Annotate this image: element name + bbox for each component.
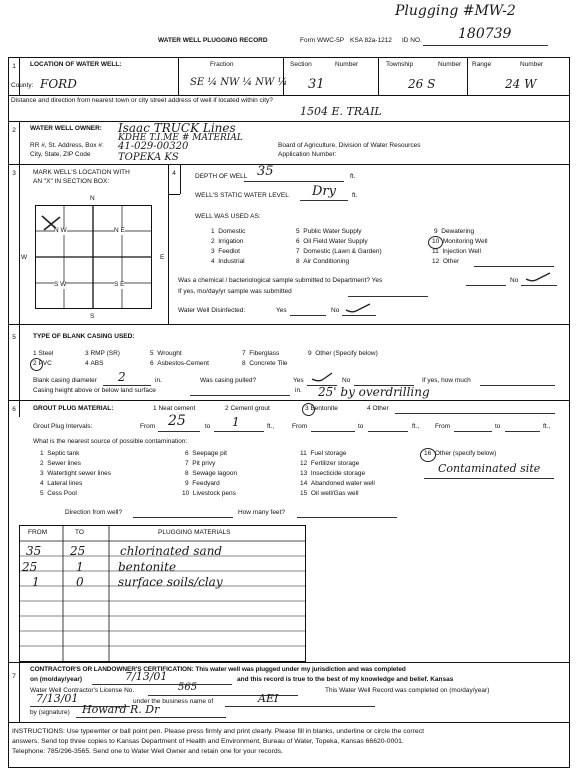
- mark-location-label-1: MARK WELL'S LOCATION WITH: [33, 169, 130, 176]
- compass-w: W: [21, 254, 28, 261]
- table-row-2-material[interactable]: bentonite: [118, 560, 177, 574]
- source-3[interactable]: 3 Watertight sewer lines: [40, 470, 111, 477]
- source-10[interactable]: 10 Livestock pens: [182, 490, 236, 497]
- height-in: in.: [295, 387, 302, 394]
- source-7[interactable]: 7 Pit privy: [185, 460, 216, 467]
- use-3[interactable]: 3 Feedlot: [211, 248, 240, 255]
- grout-option-1[interactable]: 1 Neat cement: [153, 405, 196, 412]
- quad-se: S E: [114, 281, 125, 288]
- interval-ft-2: ft.,: [412, 423, 420, 430]
- section-5-number: 5: [12, 334, 16, 341]
- signature-label: by (signature): [30, 709, 70, 716]
- how-many-feet-label: How many feet?: [238, 509, 285, 516]
- pulled-no[interactable]: No: [342, 377, 351, 384]
- interval-to-label: to: [205, 423, 211, 430]
- instructions-line-1: INSTRUCTIONS: Use typewriter or ball point pen. Please press firmly and print clearly. Please fill in blanks, underline or circle the correct: [12, 728, 424, 735]
- casing-type-1[interactable]: 1 Steel: [33, 350, 54, 357]
- source-4[interactable]: 4 Lateral lines: [40, 480, 83, 487]
- use-5[interactable]: 5 Public Water Supply: [296, 228, 362, 235]
- disinfected-no[interactable]: No: [331, 307, 340, 314]
- board-label: Board of Agriculture, Division of Water Resources: [278, 142, 421, 149]
- use-12[interactable]: 12 Other: [432, 258, 460, 265]
- form-number: Form WWC-5P: [300, 37, 345, 44]
- section-number-label: Number: [335, 61, 359, 68]
- section-4-number: 4: [172, 170, 176, 177]
- chem-question: Was a chemical / bacteriological sample submitted to Department? Yes: [178, 277, 383, 284]
- grout-bentonite-circle-icon: [302, 403, 315, 416]
- source-5[interactable]: 5 Cess Pool: [40, 490, 77, 497]
- fraction-label: Fraction: [210, 61, 234, 68]
- quad-sw: S W: [54, 281, 67, 288]
- other-source-value[interactable]: Contaminated site: [438, 462, 541, 475]
- table-row-3-to[interactable]: 0: [76, 575, 84, 589]
- section-2-number: 2: [12, 127, 16, 134]
- signature-value[interactable]: Howard R. Dr: [82, 703, 160, 716]
- location-label: LOCATION OF WATER WELL:: [30, 61, 122, 68]
- disinfected-label: Water Well Disinfected:: [178, 307, 246, 314]
- owner-line2[interactable]: KDHE T.I.ME # MATERIAL: [118, 133, 243, 143]
- township-number-label: Number: [438, 61, 462, 68]
- pulled-yes[interactable]: Yes: [293, 377, 304, 384]
- range-label: Range: [472, 61, 492, 68]
- instructions-line-3: Telephone: 785/296-3565. Send one to Water Well Owner and retain one for your records.: [12, 748, 283, 755]
- casing-pvc-circle-icon: [30, 358, 43, 371]
- diameter-in: in.: [155, 377, 162, 384]
- disinfected-yes[interactable]: Yes: [276, 307, 287, 314]
- id-label: ID NO.: [402, 37, 422, 44]
- interval-to-value[interactable]: 1: [232, 415, 240, 429]
- use-1[interactable]: 1 Domestic: [211, 228, 246, 235]
- quad-nw: N W: [54, 227, 67, 234]
- section-3-number: 3: [12, 170, 16, 177]
- compass-n: N: [90, 195, 95, 202]
- range-value[interactable]: 24 W: [505, 77, 537, 91]
- fraction-value[interactable]: SE ¼ NW ¼ NW ¼: [190, 77, 288, 88]
- interval-to-label-3: to: [495, 423, 501, 430]
- source-16-circle-icon: [420, 448, 436, 462]
- license-value[interactable]: 565: [178, 682, 198, 693]
- source-12[interactable]: 12 Fertilizer storage: [300, 460, 360, 467]
- quad-ne: N E: [114, 227, 125, 234]
- pulled-label: Was casing pulled?: [200, 377, 257, 384]
- compass-e: E: [160, 254, 165, 261]
- check-mark-icon: [344, 302, 372, 314]
- owner-line1[interactable]: Isaac TRUCK Lines: [118, 121, 236, 135]
- grout-option-2[interactable]: 2 Cement grout: [225, 405, 270, 412]
- township-label: Township: [386, 61, 414, 68]
- interval-ft-1: ft.,: [267, 423, 275, 430]
- casing-type-4[interactable]: 4 ABS: [85, 360, 104, 367]
- section-1-number: 1: [12, 63, 16, 70]
- source-6[interactable]: 6 Seepage pit: [185, 450, 227, 457]
- casing-type-2[interactable]: 2 PVC: [33, 360, 52, 367]
- address-value[interactable]: 41-029-00320: [118, 141, 189, 152]
- height-label: Casing height above or below land surface: [33, 387, 156, 394]
- record-completed-label: This Water Well Record was completed on (mo/day/year): [325, 687, 490, 694]
- casing-type-7[interactable]: 7 Fiberglass: [242, 350, 280, 357]
- source-question: What is the nearest source of possible contamination:: [33, 438, 188, 445]
- table-header-to: TO: [75, 529, 84, 536]
- section-label: Section: [290, 61, 312, 68]
- use-10[interactable]: 10 Monitoring Well: [432, 238, 488, 245]
- diameter-label: Blank casing diameter: [33, 377, 97, 384]
- handwritten-note: Plugging #MW-2: [395, 3, 516, 19]
- intervals-label: Grout Plug Intervals:: [33, 423, 93, 430]
- range-number-label: Number: [520, 61, 544, 68]
- form-title: WATER WELL PLUGGING RECORD: [158, 37, 268, 44]
- county-value[interactable]: FORD: [40, 77, 77, 91]
- source-2[interactable]: 2 Sewer lines: [40, 460, 81, 467]
- source-11[interactable]: 11 Fuel storage: [300, 450, 347, 457]
- cert-date[interactable]: 7/13/01: [125, 670, 168, 683]
- check-mark-icon: [310, 371, 334, 383]
- table-row-1-from[interactable]: 35: [26, 544, 42, 558]
- depth-value[interactable]: 35: [257, 164, 274, 179]
- table-row-2-from[interactable]: 25: [22, 560, 38, 574]
- table-header-from: FROM: [28, 529, 48, 536]
- chem-no-label: No: [510, 277, 519, 284]
- table-header-materials: PLUGGING MATERIALS: [158, 529, 231, 536]
- table-row-3-from[interactable]: 1: [32, 575, 40, 589]
- casing-type-5[interactable]: 5 Wrought: [150, 350, 182, 357]
- county-label: County:: [11, 82, 34, 89]
- source-8[interactable]: 8 Sewage lagoon: [185, 470, 238, 477]
- instructions-line-2: answers. Send top three copies to Kansas Department of Health and Environment, Bureau of Water, Topeka, Kansas 66620-0001.: [12, 738, 404, 745]
- distance-value[interactable]: 1504 E. TRAIL: [300, 105, 382, 118]
- use-7[interactable]: 7 Domestic (Lawn & Garden): [296, 248, 382, 255]
- section-6-number: 6: [12, 406, 16, 413]
- casing-type-9[interactable]: 9 Other (Specify below): [308, 350, 378, 357]
- interval-from-label-2: From: [292, 423, 308, 430]
- height-value[interactable]: 25' by overdrilling: [318, 385, 430, 399]
- source-14[interactable]: 14 Abandoned water well: [300, 480, 375, 487]
- casing-type-6[interactable]: 6 Asbestos-Cement: [150, 360, 209, 367]
- application-label: Application Number:: [278, 151, 337, 158]
- source-16[interactable]: 16 Other (specify below): [424, 450, 497, 457]
- use-4[interactable]: 4 Industrial: [211, 258, 245, 265]
- direction-label: Direction from well?: [65, 509, 123, 516]
- table-row-3-material[interactable]: surface soils/clay: [118, 575, 223, 589]
- used-as-label: WELL WAS USED AS:: [195, 213, 261, 220]
- section-7-number: 7: [12, 673, 16, 680]
- source-1[interactable]: 1 Septic tank: [40, 450, 80, 457]
- use-11[interactable]: 11 Injection Well: [432, 248, 481, 255]
- cert-line-2: and this record is true to the best of my knowledge and belief. Kansas: [237, 676, 454, 683]
- interval-from-label: From: [140, 423, 156, 430]
- record-date[interactable]: 7/13/01: [36, 692, 79, 705]
- address-label: RR #, St. Address, Box #:: [30, 142, 104, 149]
- grout-option-4[interactable]: 4 Other: [367, 405, 389, 412]
- source-9[interactable]: 9 Feedyard: [185, 480, 220, 487]
- static-level-value[interactable]: Dry: [312, 184, 336, 199]
- license-label: Water Well Contractor's License No.: [30, 687, 135, 694]
- static-level-label: WELL'S STATIC WATER LEVEL: [195, 192, 289, 199]
- use-9[interactable]: 9 Dewatering: [434, 228, 475, 235]
- static-ft: ft.: [352, 192, 358, 199]
- depth-ft: ft.: [350, 173, 356, 180]
- distance-label: Distance and direction from nearest town or city street address of well if located within city?: [11, 97, 273, 104]
- interval-from-value[interactable]: 25: [168, 413, 186, 429]
- casing-type-label: TYPE OF BLANK CASING USED:: [33, 333, 135, 340]
- use-6[interactable]: 6 Oil Field Water Supply: [296, 238, 368, 245]
- grout-label: GROUT PLUG MATERIAL:: [33, 405, 114, 412]
- casing-type-3[interactable]: 3 RMP (SR): [85, 350, 120, 357]
- use-2[interactable]: 2 Irrigation: [211, 238, 244, 245]
- id-value: 180739: [458, 26, 512, 42]
- township-value[interactable]: 26 S: [408, 77, 436, 91]
- use-8[interactable]: 8 Air Conditioning: [296, 258, 350, 265]
- diameter-value[interactable]: 2: [118, 370, 126, 384]
- source-15[interactable]: 15 Oil well/Gas well: [300, 490, 359, 497]
- table-row-2-to[interactable]: 1: [76, 560, 84, 574]
- casing-type-8[interactable]: 8 Concrete Tile: [242, 360, 288, 367]
- source-13[interactable]: 13 Insecticide storage: [300, 470, 366, 477]
- business-value[interactable]: AEI: [258, 692, 279, 705]
- table-row-1-material[interactable]: chlorinated sand: [120, 544, 223, 558]
- owner-label: WATER WELL OWNER:: [30, 125, 102, 132]
- depth-label: DEPTH OF WELL: [195, 173, 248, 180]
- cert-line-1: CONTRACTOR'S OR LANDOWNER'S CERTIFICATION: This water well was plugged under my jurisdiction and was completed: [30, 666, 406, 673]
- business-label: under the business name of: [133, 698, 214, 705]
- interval-from-label-3: From: [435, 423, 451, 430]
- interval-ft-3: ft.,: [543, 423, 551, 430]
- interval-to-label-2: to: [358, 423, 364, 430]
- check-mark-icon: [524, 271, 552, 283]
- sample-date-label: If yes, mo/day/yr sample was submitted: [178, 288, 292, 295]
- table-row-1-to[interactable]: 25: [70, 544, 86, 558]
- city-value[interactable]: TOPEKA KS: [118, 152, 179, 163]
- how-much-label: If yes, how much: [422, 377, 471, 384]
- compass-s: S: [90, 313, 95, 320]
- ksa-reference: KSA 82a-1212: [350, 37, 392, 44]
- cert-on-label: on (mo/day/year): [30, 676, 83, 683]
- section-value[interactable]: 31: [308, 77, 325, 92]
- city-label: City, State, ZIP Code: [30, 151, 91, 158]
- grout-option-3[interactable]: 3 Bentonite: [305, 405, 338, 412]
- mark-location-label-2: AN "X" IN SECTION BOX:: [33, 178, 110, 185]
